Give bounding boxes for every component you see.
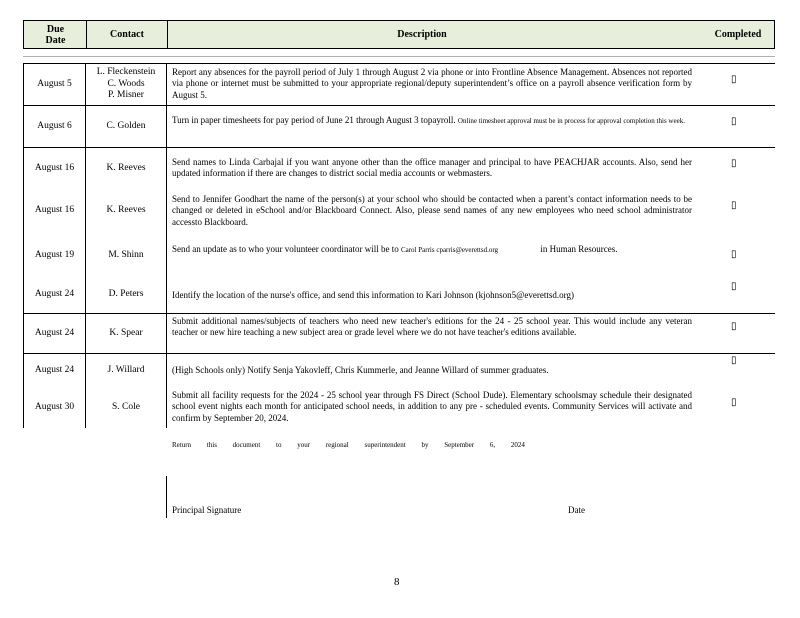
row-date: August 16 [34, 205, 75, 216]
return-instructions: Return this document to your regional superintendent by September 6, 2024 [172, 441, 525, 449]
row-date: August 24 [34, 289, 75, 300]
row-contact: D. Peters [108, 289, 144, 300]
row-description: Submit additional names/subjects of teachers who need new teacher's editions for the 24 - 25 school year. This would include any veteran teacher or new hire teaching a new subject area or grade level where we do not have teacher's editions available. [172, 316, 692, 338]
row-contact: L. Fleckenstein C. Woods P. Misner [96, 67, 156, 101]
date-label: Date [568, 505, 585, 515]
completed-checkbox[interactable]: ▯ [731, 116, 737, 127]
row-description-note: Online timesheet approval must be in process for approval completion this week. [457, 117, 685, 125]
row-contact: K. Reeves [106, 205, 146, 216]
completed-checkbox[interactable]: ▯ [731, 158, 737, 169]
row-description-contact: Carol Parris cparris@everettsd.org [400, 246, 499, 254]
table-header [23, 20, 775, 49]
row-contact: S. Cole [112, 402, 140, 413]
completed-checkbox[interactable]: ▯ [731, 200, 737, 211]
row-contact: C. Golden [106, 120, 146, 131]
page-number: 8 [394, 576, 400, 588]
col-divider [166, 63, 167, 428]
completed-checkbox[interactable]: ▯ [731, 321, 737, 332]
row-description: (High Schools only) Notify Senja Yakovleff, Chris Kummerle, and Jeanne Willard of summer graduates. [172, 365, 549, 375]
row-date: August 24 [34, 327, 75, 338]
row-date: August 30 [34, 402, 75, 413]
header-due-date: Due Date [45, 23, 66, 46]
completed-checkbox[interactable]: ▯ [731, 74, 737, 85]
row-description-tail: in Human Resources. [540, 244, 618, 254]
row-date: August 16 [34, 163, 75, 174]
row-contact: K. Spear [109, 327, 143, 338]
row-description-text: Turn in paper timesheets for pay period of June 21 through August 3 topayroll. [172, 115, 456, 125]
row-contact: K. Reeves [106, 163, 146, 174]
row-description-text: Send an update as to who your volunteer coordinator will be to [172, 244, 399, 254]
signature-divider [166, 476, 167, 518]
header-completed: Completed [714, 29, 762, 40]
header-description: Description [397, 29, 447, 40]
signature-label: Principal Signature [172, 505, 242, 515]
row-description: Send to Jennifer Goodhart the name of the person(s) at your school who should be contacted when a parent’s contact information needs to be changed or deleted in eSchool and/or Blackboard Connect. Also, please send names of any new employees who need school administrator accessto Blackboard. [172, 194, 692, 227]
completed-checkbox[interactable]: ▯ [731, 397, 737, 408]
row-date: August 24 [34, 365, 75, 376]
row-contact: J. Willard [107, 365, 145, 376]
row-description: Identify the location of the nurse's office, and send this information to Kari Johnson (kjohnson5@everettsd.org) [172, 290, 574, 300]
row-contact: M. Shinn [108, 250, 144, 261]
completed-checkbox[interactable]: ▯ [731, 355, 737, 366]
header-contact: Contact [110, 29, 144, 40]
completed-checkbox[interactable]: ▯ [731, 249, 737, 260]
row-description: Submit all facility requests for the 2024 - 25 school year through FS Direct (School Dude). Elementary schoolsmay schedule their designated school event nights each month for anticipated school needs, in addition to any pre - scheduled events. Community Services will activate and confirm by September 20, 2024. [172, 390, 692, 423]
completed-checkbox[interactable]: ▯ [731, 281, 737, 292]
row-divider [23, 353, 775, 354]
row-description: Report any absences for the payroll period of July 1 through August 2 via phone or into Frontline Absence Management. Absences not reported via phone or internet must be submitted to your appropriate regional/deputy superintendent’s office on a payroll absence verification form by August 5. [172, 67, 692, 100]
row-description [172, 244, 692, 255]
row-description: Send names to Linda Carbajal if you want anyone other than the office manager and principal to have PEACHJAR accounts. Also, send her updated information if there are changes to district social media accounts or webmasters. [172, 157, 692, 179]
row-date: August 19 [34, 250, 75, 261]
row-date: August 6 [37, 120, 72, 131]
row-date: August 5 [37, 78, 72, 89]
row-description [172, 115, 692, 126]
header-gap-divider [23, 56, 775, 57]
